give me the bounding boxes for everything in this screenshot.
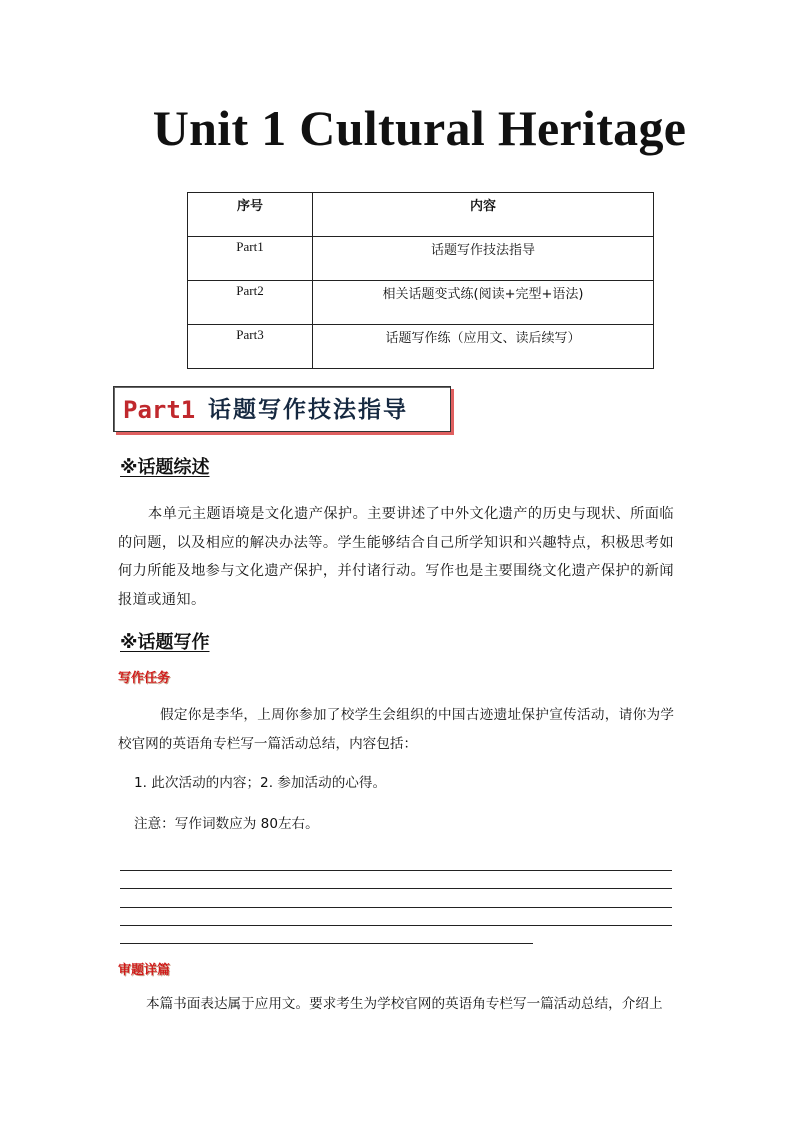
overview-heading: ※话题综述 <box>120 457 210 478</box>
writing-heading: ※话题写作 <box>120 632 210 653</box>
table-row <box>188 237 654 281</box>
answer-line <box>120 888 672 889</box>
analysis-paragraph: 本篇书面表达属于应用文。要求考生为学校官网的英语角专栏写一篇活动总结，介绍上 <box>146 996 663 1012</box>
answer-line <box>120 870 672 871</box>
page-title: Unit 1 Cultural Heritage <box>152 100 687 156</box>
row-part: Part2 <box>188 281 313 325</box>
word-count-note: 注意：写作词数应为 80左右。 <box>134 816 319 832</box>
table-row <box>188 325 654 369</box>
answer-line <box>120 943 533 944</box>
analysis-label: 审题详篇 <box>118 963 171 978</box>
row-part: Part3 <box>188 325 313 369</box>
answer-line <box>120 907 672 908</box>
task-label: 写作任务 <box>118 671 171 686</box>
task-paragraph: 假定你是李华，上周你参加了校学生会组织的中国古迹遗址保护宣传活动，请你为学校官网的英语角专栏写一篇活动总结，内容包括： <box>118 707 674 752</box>
task-points: 1. 此次活动的内容；2. 参加活动的心得。 <box>134 775 387 791</box>
header-number: 序号 <box>188 193 313 237</box>
part1-title: 话题写作技法指导 <box>208 397 408 423</box>
row-part: Part1 <box>188 237 313 281</box>
part1-tag: Part1 <box>123 396 196 424</box>
row-content: 话题写作技法指导 <box>313 237 654 281</box>
answer-line <box>120 925 672 926</box>
overview-paragraph: 本单元主题语境是文化遗产保护。主要讲述了中外文化遗产的历史与现状、所面临的问题，以及相应的解决办法等。学生能够结合自己所学知识和兴趣特点，积极思考如何力所能及地参与文化遗产保护，并付诸行动。写作也是主要围绕文化遗产保护的新闻报道或通知。 <box>118 506 674 608</box>
part1-banner <box>113 386 451 432</box>
row-content: 话题写作练（应用文、读后续写） <box>313 325 654 369</box>
row-content: 相关话题变式练(阅读+完型+语法) <box>313 281 654 325</box>
table-header-row <box>188 193 654 237</box>
contents-table <box>187 192 654 369</box>
header-content: 内容 <box>313 193 654 237</box>
table-row <box>188 281 654 325</box>
